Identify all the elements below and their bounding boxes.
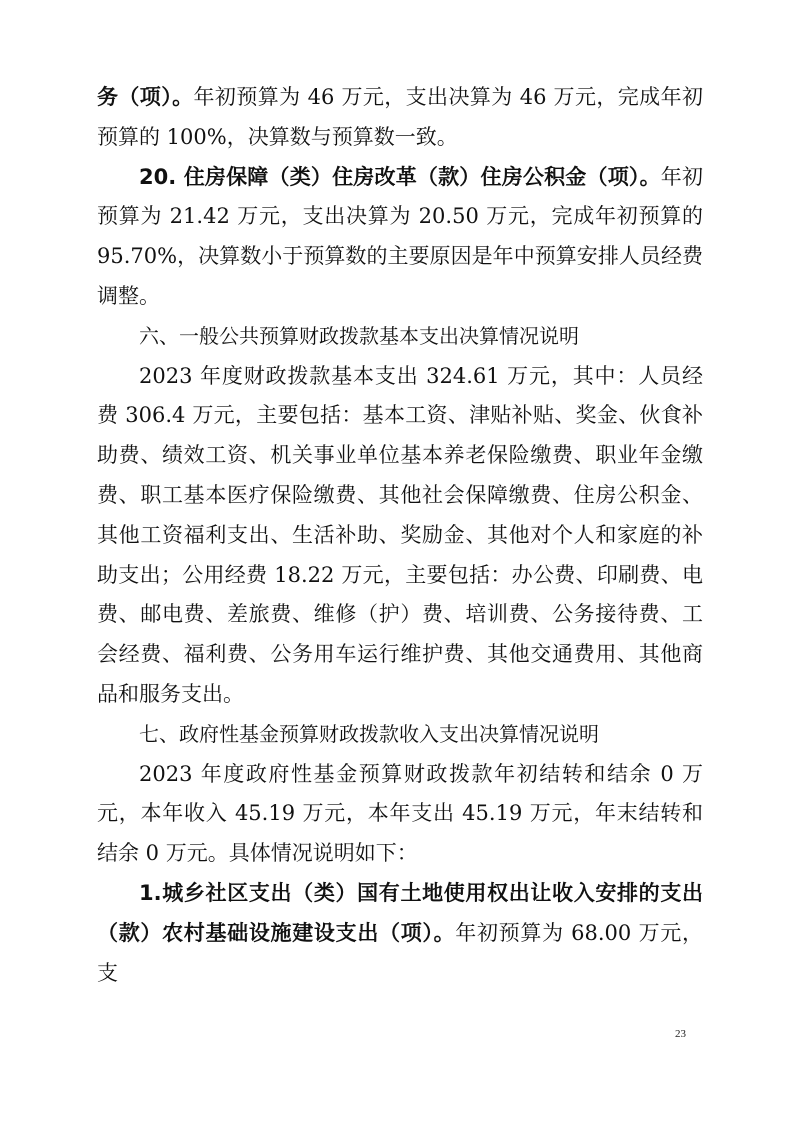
paragraph-item-1 bbox=[97, 874, 703, 993]
item-title: 20. 住房保障（类）住房改革（款）住房公积金（项）。 bbox=[139, 164, 661, 189]
item-title: 1.城乡社区支出（类）国有土地使用权出让收入安排的支出（款）农村基础设施建设支出（项）。 bbox=[97, 880, 703, 945]
paragraph-housing-fund-continued bbox=[97, 78, 703, 158]
item-text: 年初预算为 46 万元，支出决算为 46 万元，完成年初预算的 100%，决算数与预算数一致。 bbox=[97, 85, 703, 149]
section-heading-6: 六、一般公共预算财政拨款基本支出决算情况说明 bbox=[139, 323, 579, 348]
item-text: 年初预算为 68.00 万元，支 bbox=[97, 920, 704, 985]
paragraph-fund-budget: 2023 年度政府性基金预算财政拨款年初结转和结余 0 万元，本年收入 45.19 万元，本年支出 45.19 万元，年末结转和结余 0 万元。具体情况说明如下： bbox=[97, 761, 703, 866]
section-heading-7: 七、政府性基金预算财政拨款收入支出决算情况说明 bbox=[139, 721, 599, 746]
paragraph-basic-expenditure: 2023 年度财政拨款基本支出 324.61 万元，其中：人员经费 306.4 万元，主要包括：基本工资、津贴补贴、奖金、伙食补助费、绩效工资、机关事业单位基本养老保险缴费、职业年金缴费、职工基本医疗保险缴费、其他社会保障缴费、住房公积金、其他工资福利支出、生活补助、奖励金、其他对个人和家庭的补助支出；公用经费 18.22 万元，主要包括：办公费、印刷费、电费、邮电费、差旅费、维修（护）费、培训费、公务接待费、工会经费、福利费、公务用车运行维护费、其他交通费用、其他商品和服务支出。 bbox=[97, 363, 703, 706]
item-title: 务（项）。 bbox=[97, 85, 194, 109]
item-text: 年初预算为 21.42 万元，支出决算为 20.50 万元，完成年初预算的 95.70%，决算数小于预算数的主要原因是年中预算安排人员经费调整。 bbox=[97, 164, 703, 308]
paragraph-item-20 bbox=[97, 158, 703, 317]
document-body bbox=[97, 78, 703, 993]
page-number: 23 bbox=[675, 1028, 686, 1040]
